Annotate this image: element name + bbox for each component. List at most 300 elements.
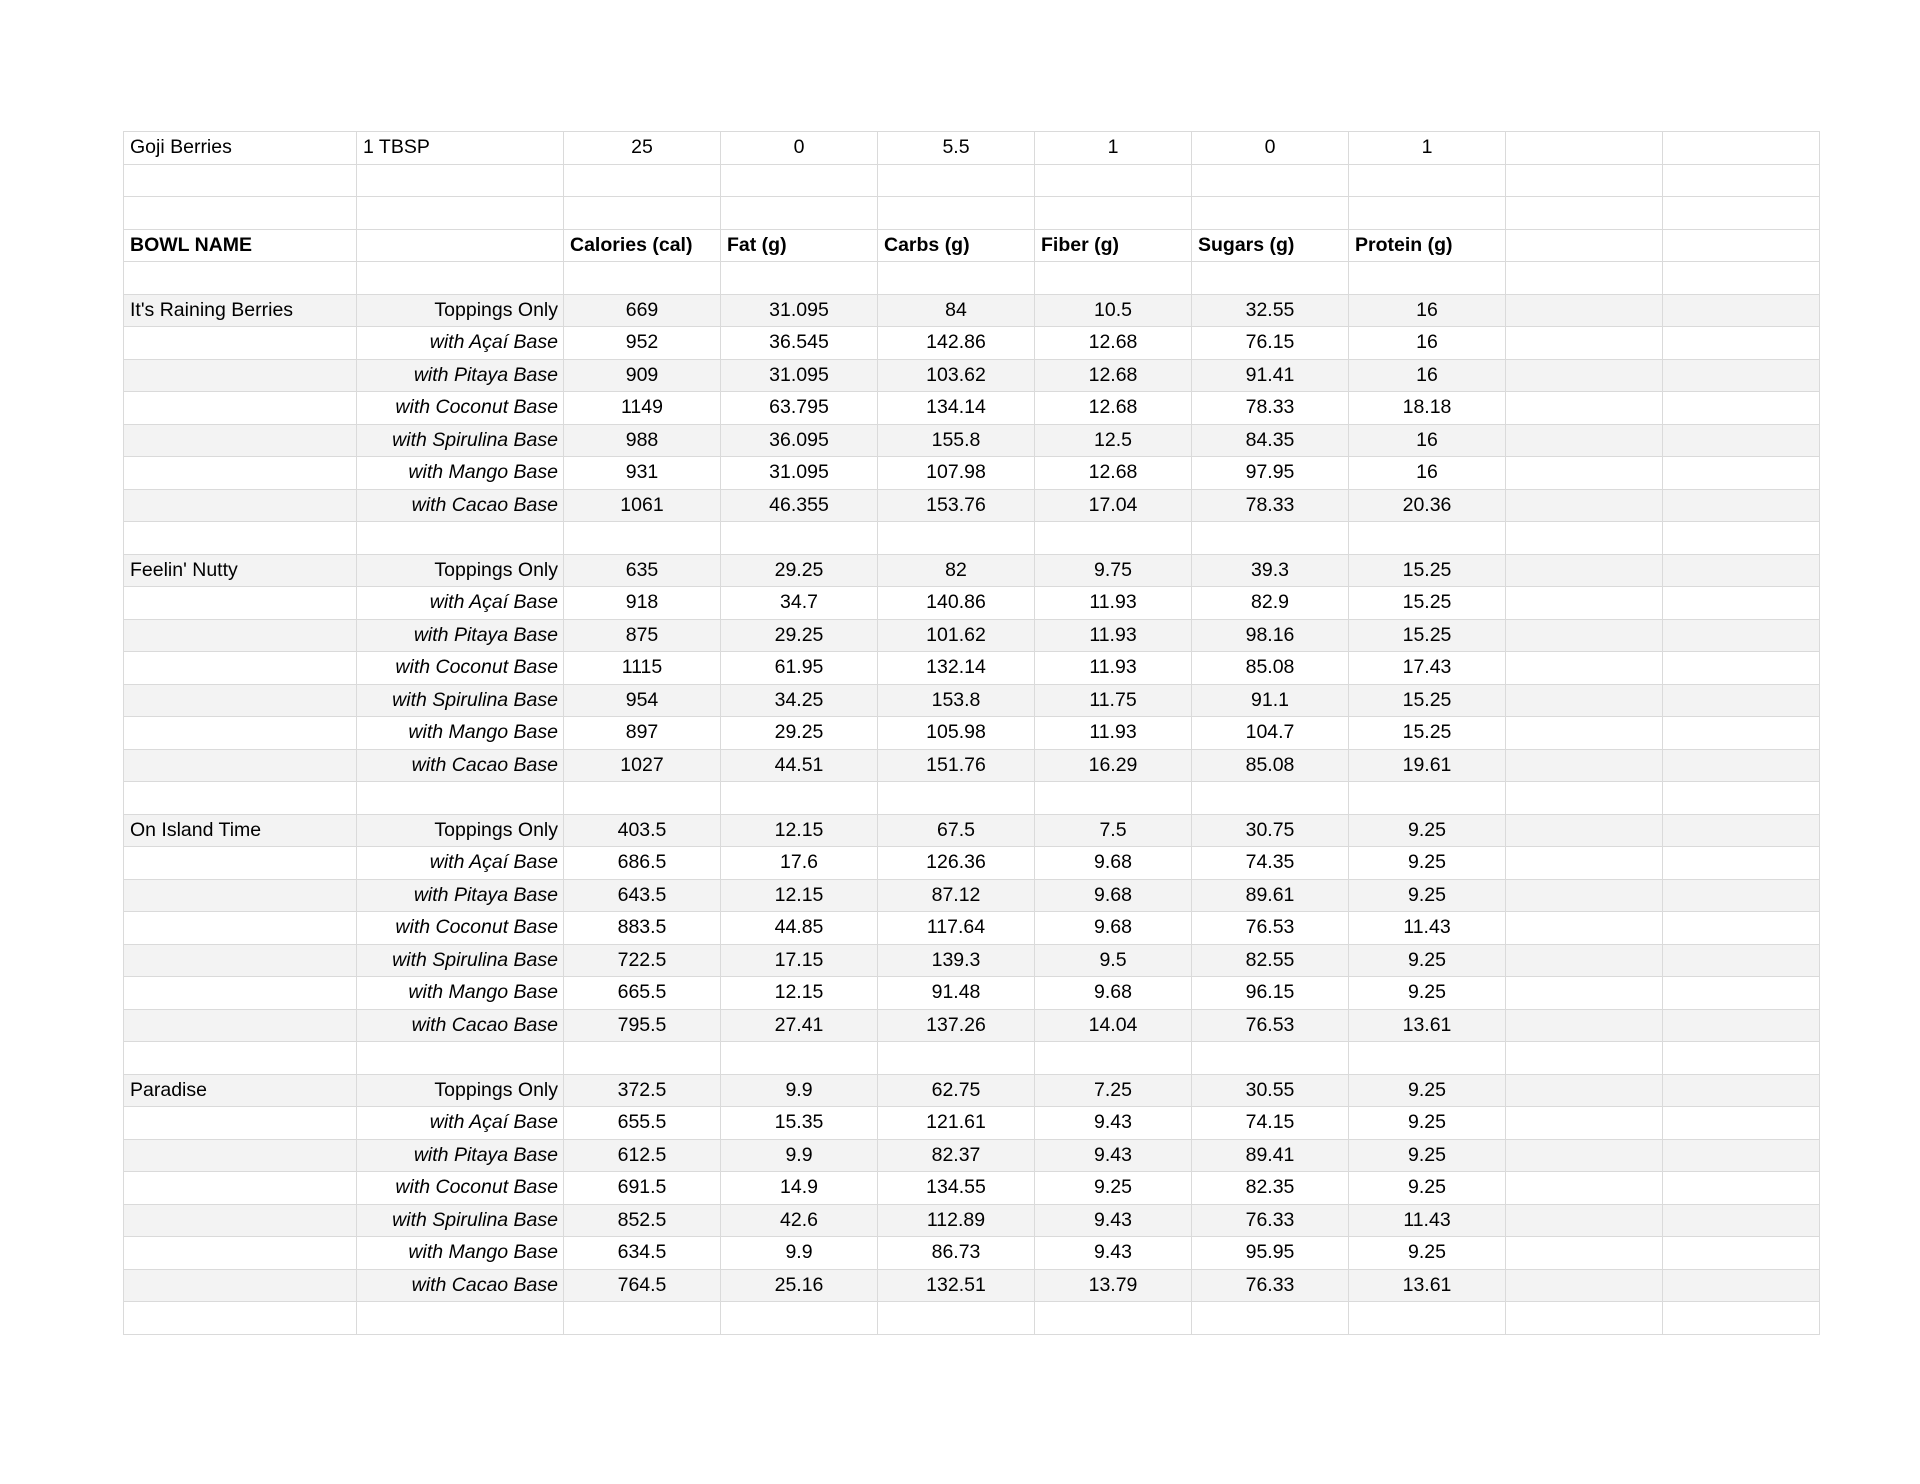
value-cell[interactable]: 84.35	[1192, 424, 1349, 457]
value-cell[interactable]: 11.93	[1035, 587, 1192, 620]
header-bowl-name[interactable]: BOWL NAME	[124, 229, 357, 262]
empty-cell[interactable]	[124, 587, 357, 620]
empty-cell[interactable]	[878, 197, 1035, 230]
empty-cell[interactable]	[124, 424, 357, 457]
empty-cell[interactable]	[1192, 1042, 1349, 1075]
empty-cell[interactable]	[357, 1302, 564, 1335]
value-cell[interactable]: 30.75	[1192, 814, 1349, 847]
value-cell[interactable]: 27.41	[721, 1009, 878, 1042]
value-cell[interactable]: 12.68	[1035, 457, 1192, 490]
empty-cell[interactable]	[1506, 1042, 1663, 1075]
value-cell[interactable]: 12.68	[1035, 359, 1192, 392]
empty-cell[interactable]	[878, 522, 1035, 555]
empty-cell[interactable]	[1506, 132, 1663, 165]
empty-cell[interactable]	[1663, 814, 1820, 847]
bowl-name-cell[interactable]: Paradise	[124, 1074, 357, 1107]
empty-cell[interactable]	[1663, 587, 1820, 620]
empty-cell[interactable]	[1035, 1302, 1192, 1335]
empty-cell[interactable]	[1663, 1074, 1820, 1107]
base-label-cell[interactable]: with Coconut Base	[357, 652, 564, 685]
value-cell[interactable]: 17.6	[721, 847, 878, 880]
empty-cell[interactable]	[721, 1042, 878, 1075]
empty-cell[interactable]	[1506, 457, 1663, 490]
base-label-cell[interactable]: with Cacao Base	[357, 1269, 564, 1302]
value-cell[interactable]: 15.25	[1349, 619, 1506, 652]
value-cell[interactable]: 669	[564, 294, 721, 327]
value-cell[interactable]: 12.15	[721, 977, 878, 1010]
empty-cell[interactable]	[1035, 164, 1192, 197]
empty-cell[interactable]	[1349, 197, 1506, 230]
empty-cell[interactable]	[1506, 554, 1663, 587]
empty-cell[interactable]	[1663, 554, 1820, 587]
value-cell[interactable]: 9.75	[1035, 554, 1192, 587]
value-cell[interactable]: 9.25	[1349, 1074, 1506, 1107]
value-cell[interactable]: 31.095	[721, 359, 878, 392]
value-cell[interactable]: 44.85	[721, 912, 878, 945]
bowl-name-cell[interactable]: It's Raining Berries	[124, 294, 357, 327]
base-label-cell[interactable]: with Mango Base	[357, 977, 564, 1010]
empty-cell[interactable]	[1192, 262, 1349, 295]
value-cell[interactable]: 103.62	[878, 359, 1035, 392]
empty-cell[interactable]	[124, 652, 357, 685]
value-cell[interactable]: 76.33	[1192, 1269, 1349, 1302]
value-cell[interactable]: 29.25	[721, 619, 878, 652]
empty-cell[interactable]	[1506, 522, 1663, 555]
value-cell[interactable]: 62.75	[878, 1074, 1035, 1107]
empty-cell[interactable]	[878, 262, 1035, 295]
value-cell[interactable]: 95.95	[1192, 1237, 1349, 1270]
empty-cell[interactable]	[1663, 1107, 1820, 1140]
empty-cell[interactable]	[1506, 1009, 1663, 1042]
empty-cell[interactable]	[1349, 782, 1506, 815]
empty-cell[interactable]	[124, 262, 357, 295]
empty-cell[interactable]	[124, 1237, 357, 1270]
value-cell[interactable]: 84	[878, 294, 1035, 327]
value-cell[interactable]: 1149	[564, 392, 721, 425]
value-cell[interactable]: 76.53	[1192, 1009, 1349, 1042]
value-cell[interactable]: 691.5	[564, 1172, 721, 1205]
value-cell[interactable]: 46.355	[721, 489, 878, 522]
empty-cell[interactable]	[1506, 879, 1663, 912]
empty-cell[interactable]	[357, 782, 564, 815]
empty-cell[interactable]	[564, 522, 721, 555]
empty-cell[interactable]	[124, 847, 357, 880]
value-cell[interactable]: 153.8	[878, 684, 1035, 717]
empty-cell[interactable]	[357, 262, 564, 295]
empty-cell[interactable]	[1663, 262, 1820, 295]
empty-cell[interactable]	[1663, 944, 1820, 977]
base-label-cell[interactable]: with Pitaya Base	[357, 1139, 564, 1172]
value-cell[interactable]: 11.43	[1349, 912, 1506, 945]
base-label-cell[interactable]: with Coconut Base	[357, 912, 564, 945]
empty-cell[interactable]	[1506, 197, 1663, 230]
base-label-cell[interactable]: with Açaí Base	[357, 327, 564, 360]
value-cell[interactable]: 42.6	[721, 1204, 878, 1237]
empty-cell[interactable]	[124, 457, 357, 490]
value-cell[interactable]: 82.9	[1192, 587, 1349, 620]
empty-cell[interactable]	[1663, 1009, 1820, 1042]
value-cell[interactable]: 13.61	[1349, 1269, 1506, 1302]
value-cell[interactable]: 11.93	[1035, 652, 1192, 685]
base-label-cell[interactable]: with Spirulina Base	[357, 1204, 564, 1237]
value-cell[interactable]: 9.9	[721, 1074, 878, 1107]
value-cell[interactable]: 5.5	[878, 132, 1035, 165]
value-cell[interactable]: 665.5	[564, 977, 721, 1010]
base-label-cell[interactable]: with Spirulina Base	[357, 684, 564, 717]
base-label-cell[interactable]: with Pitaya Base	[357, 879, 564, 912]
value-cell[interactable]: 96.15	[1192, 977, 1349, 1010]
value-cell[interactable]: 155.8	[878, 424, 1035, 457]
value-cell[interactable]: 764.5	[564, 1269, 721, 1302]
value-cell[interactable]: 107.98	[878, 457, 1035, 490]
value-cell[interactable]: 9.68	[1035, 912, 1192, 945]
value-cell[interactable]: 9.25	[1349, 814, 1506, 847]
value-cell[interactable]: 1027	[564, 749, 721, 782]
value-cell[interactable]: 142.86	[878, 327, 1035, 360]
empty-cell[interactable]	[1349, 1042, 1506, 1075]
empty-cell[interactable]	[1663, 489, 1820, 522]
value-cell[interactable]: 19.61	[1349, 749, 1506, 782]
empty-cell[interactable]	[1349, 522, 1506, 555]
empty-cell[interactable]	[1663, 1204, 1820, 1237]
column-header[interactable]: Protein (g)	[1349, 229, 1506, 262]
empty-cell[interactable]	[124, 717, 357, 750]
value-cell[interactable]: 17.15	[721, 944, 878, 977]
empty-cell[interactable]	[721, 164, 878, 197]
empty-cell[interactable]	[1663, 977, 1820, 1010]
value-cell[interactable]: 15.25	[1349, 554, 1506, 587]
empty-cell[interactable]	[1663, 1172, 1820, 1205]
value-cell[interactable]: 1	[1035, 132, 1192, 165]
empty-cell[interactable]	[1506, 1269, 1663, 1302]
base-label-cell[interactable]: Toppings Only	[357, 294, 564, 327]
value-cell[interactable]: 89.61	[1192, 879, 1349, 912]
empty-cell[interactable]	[1035, 522, 1192, 555]
value-cell[interactable]: 82	[878, 554, 1035, 587]
base-label-cell[interactable]: with Spirulina Base	[357, 424, 564, 457]
empty-cell[interactable]	[1506, 392, 1663, 425]
empty-cell[interactable]	[1506, 912, 1663, 945]
value-cell[interactable]: 403.5	[564, 814, 721, 847]
value-cell[interactable]: 883.5	[564, 912, 721, 945]
base-label-cell[interactable]: with Pitaya Base	[357, 619, 564, 652]
value-cell[interactable]: 9.25	[1349, 1172, 1506, 1205]
empty-cell[interactable]	[124, 1302, 357, 1335]
value-cell[interactable]: 14.04	[1035, 1009, 1192, 1042]
value-cell[interactable]: 9.25	[1349, 1107, 1506, 1140]
value-cell[interactable]: 101.62	[878, 619, 1035, 652]
value-cell[interactable]: 67.5	[878, 814, 1035, 847]
empty-cell[interactable]	[721, 522, 878, 555]
value-cell[interactable]: 82.35	[1192, 1172, 1349, 1205]
value-cell[interactable]: 11.43	[1349, 1204, 1506, 1237]
empty-cell[interactable]	[1663, 847, 1820, 880]
empty-cell[interactable]	[357, 197, 564, 230]
empty-cell[interactable]	[1506, 1107, 1663, 1140]
empty-cell[interactable]	[1663, 717, 1820, 750]
value-cell[interactable]: 9.43	[1035, 1204, 1192, 1237]
value-cell[interactable]: 44.51	[721, 749, 878, 782]
value-cell[interactable]: 17.04	[1035, 489, 1192, 522]
value-cell[interactable]: 9.9	[721, 1237, 878, 1270]
empty-cell[interactable]	[1035, 262, 1192, 295]
base-label-cell[interactable]: with Mango Base	[357, 457, 564, 490]
empty-cell[interactable]	[124, 522, 357, 555]
value-cell[interactable]: 139.3	[878, 944, 1035, 977]
empty-cell[interactable]	[1663, 132, 1820, 165]
value-cell[interactable]: 852.5	[564, 1204, 721, 1237]
value-cell[interactable]: 1	[1349, 132, 1506, 165]
value-cell[interactable]: 85.08	[1192, 652, 1349, 685]
value-cell[interactable]: 32.55	[1192, 294, 1349, 327]
bowl-name-cell[interactable]: On Island Time	[124, 814, 357, 847]
empty-cell[interactable]	[1035, 782, 1192, 815]
value-cell[interactable]: 16	[1349, 457, 1506, 490]
empty-cell[interactable]	[124, 359, 357, 392]
column-header[interactable]: Sugars (g)	[1192, 229, 1349, 262]
empty-cell[interactable]	[1506, 652, 1663, 685]
empty-cell[interactable]	[1663, 1139, 1820, 1172]
base-label-cell[interactable]: with Cacao Base	[357, 489, 564, 522]
value-cell[interactable]: 76.53	[1192, 912, 1349, 945]
value-cell[interactable]: 34.25	[721, 684, 878, 717]
empty-cell[interactable]	[1663, 684, 1820, 717]
empty-cell[interactable]	[1035, 1042, 1192, 1075]
value-cell[interactable]: 12.15	[721, 814, 878, 847]
value-cell[interactable]: 875	[564, 619, 721, 652]
empty-cell[interactable]	[564, 1042, 721, 1075]
value-cell[interactable]: 954	[564, 684, 721, 717]
base-label-cell[interactable]: with Cacao Base	[357, 749, 564, 782]
value-cell[interactable]: 87.12	[878, 879, 1035, 912]
empty-cell[interactable]	[1192, 197, 1349, 230]
empty-cell[interactable]	[1192, 1302, 1349, 1335]
value-cell[interactable]: 9.25	[1349, 1139, 1506, 1172]
value-cell[interactable]: 9.68	[1035, 847, 1192, 880]
value-cell[interactable]: 98.16	[1192, 619, 1349, 652]
empty-cell[interactable]	[878, 164, 1035, 197]
base-label-cell[interactable]: with Mango Base	[357, 717, 564, 750]
bowl-name-cell[interactable]: Feelin' Nutty	[124, 554, 357, 587]
empty-cell[interactable]	[124, 1009, 357, 1042]
empty-cell[interactable]	[1192, 782, 1349, 815]
value-cell[interactable]: 9.5	[1035, 944, 1192, 977]
value-cell[interactable]: 137.26	[878, 1009, 1035, 1042]
empty-cell[interactable]	[1663, 522, 1820, 555]
value-cell[interactable]: 31.095	[721, 294, 878, 327]
empty-cell[interactable]	[1663, 1269, 1820, 1302]
empty-cell[interactable]	[357, 522, 564, 555]
value-cell[interactable]: 12.68	[1035, 327, 1192, 360]
empty-cell[interactable]	[1506, 1204, 1663, 1237]
empty-cell[interactable]	[1506, 424, 1663, 457]
value-cell[interactable]: 134.14	[878, 392, 1035, 425]
value-cell[interactable]: 11.75	[1035, 684, 1192, 717]
value-cell[interactable]: 988	[564, 424, 721, 457]
empty-cell[interactable]	[1506, 1302, 1663, 1335]
value-cell[interactable]: 17.43	[1349, 652, 1506, 685]
value-cell[interactable]: 11.93	[1035, 717, 1192, 750]
value-cell[interactable]: 29.25	[721, 554, 878, 587]
value-cell[interactable]: 25	[564, 132, 721, 165]
empty-cell[interactable]	[1506, 587, 1663, 620]
value-cell[interactable]: 31.095	[721, 457, 878, 490]
value-cell[interactable]: 12.15	[721, 879, 878, 912]
value-cell[interactable]: 16	[1349, 294, 1506, 327]
value-cell[interactable]: 14.9	[721, 1172, 878, 1205]
empty-cell[interactable]	[124, 197, 357, 230]
value-cell[interactable]: 9.25	[1035, 1172, 1192, 1205]
base-label-cell[interactable]: Toppings Only	[357, 814, 564, 847]
item-name-cell[interactable]: Goji Berries	[124, 132, 357, 165]
empty-cell[interactable]	[124, 749, 357, 782]
empty-cell[interactable]	[564, 164, 721, 197]
empty-cell[interactable]	[124, 684, 357, 717]
empty-cell[interactable]	[1506, 977, 1663, 1010]
value-cell[interactable]: 30.55	[1192, 1074, 1349, 1107]
empty-cell[interactable]	[1663, 327, 1820, 360]
value-cell[interactable]: 153.76	[878, 489, 1035, 522]
empty-cell[interactable]	[1663, 749, 1820, 782]
value-cell[interactable]: 85.08	[1192, 749, 1349, 782]
value-cell[interactable]: 15.25	[1349, 587, 1506, 620]
value-cell[interactable]: 686.5	[564, 847, 721, 880]
column-header[interactable]: Fiber (g)	[1035, 229, 1192, 262]
value-cell[interactable]: 16	[1349, 327, 1506, 360]
empty-cell[interactable]	[1035, 197, 1192, 230]
base-label-cell[interactable]: with Açaí Base	[357, 1107, 564, 1140]
empty-cell[interactable]	[124, 392, 357, 425]
value-cell[interactable]: 16	[1349, 359, 1506, 392]
column-header[interactable]: Carbs (g)	[878, 229, 1035, 262]
column-header[interactable]: Fat (g)	[721, 229, 878, 262]
empty-cell[interactable]	[1506, 717, 1663, 750]
empty-cell[interactable]	[124, 489, 357, 522]
empty-cell[interactable]	[1663, 1237, 1820, 1270]
base-label-cell[interactable]: with Açaí Base	[357, 587, 564, 620]
value-cell[interactable]: 13.79	[1035, 1269, 1192, 1302]
empty-cell[interactable]	[564, 782, 721, 815]
value-cell[interactable]: 34.7	[721, 587, 878, 620]
empty-cell[interactable]	[1506, 944, 1663, 977]
empty-cell[interactable]	[124, 1269, 357, 1302]
base-label-cell[interactable]: with Cacao Base	[357, 1009, 564, 1042]
value-cell[interactable]: 795.5	[564, 1009, 721, 1042]
empty-cell[interactable]	[124, 944, 357, 977]
empty-cell[interactable]	[1506, 619, 1663, 652]
value-cell[interactable]: 132.14	[878, 652, 1035, 685]
empty-cell[interactable]	[1506, 1172, 1663, 1205]
empty-cell[interactable]	[878, 1302, 1035, 1335]
value-cell[interactable]: 36.095	[721, 424, 878, 457]
value-cell[interactable]: 13.61	[1349, 1009, 1506, 1042]
empty-cell[interactable]	[124, 1042, 357, 1075]
empty-cell[interactable]	[124, 912, 357, 945]
value-cell[interactable]: 12.68	[1035, 392, 1192, 425]
empty-cell[interactable]	[1663, 619, 1820, 652]
value-cell[interactable]: 18.18	[1349, 392, 1506, 425]
empty-cell[interactable]	[564, 197, 721, 230]
value-cell[interactable]: 634.5	[564, 1237, 721, 1270]
empty-cell[interactable]	[1506, 489, 1663, 522]
value-cell[interactable]: 132.51	[878, 1269, 1035, 1302]
value-cell[interactable]: 20.36	[1349, 489, 1506, 522]
value-cell[interactable]: 372.5	[564, 1074, 721, 1107]
empty-cell[interactable]	[124, 782, 357, 815]
value-cell[interactable]: 82.37	[878, 1139, 1035, 1172]
base-label-cell[interactable]: with Mango Base	[357, 1237, 564, 1270]
empty-cell[interactable]	[1663, 879, 1820, 912]
empty-cell[interactable]	[1506, 262, 1663, 295]
empty-cell[interactable]	[124, 1172, 357, 1205]
value-cell[interactable]: 7.5	[1035, 814, 1192, 847]
value-cell[interactable]: 76.33	[1192, 1204, 1349, 1237]
empty-cell[interactable]	[878, 1042, 1035, 1075]
value-cell[interactable]: 9.25	[1349, 1237, 1506, 1270]
empty-cell[interactable]	[1506, 1074, 1663, 1107]
value-cell[interactable]: 897	[564, 717, 721, 750]
value-cell[interactable]: 918	[564, 587, 721, 620]
empty-cell[interactable]	[1663, 424, 1820, 457]
value-cell[interactable]: 9.43	[1035, 1107, 1192, 1140]
empty-cell[interactable]	[124, 164, 357, 197]
value-cell[interactable]: 9.25	[1349, 847, 1506, 880]
value-cell[interactable]: 74.15	[1192, 1107, 1349, 1140]
value-cell[interactable]: 91.48	[878, 977, 1035, 1010]
value-cell[interactable]: 15.25	[1349, 717, 1506, 750]
value-cell[interactable]: 117.64	[878, 912, 1035, 945]
empty-cell[interactable]	[1663, 652, 1820, 685]
value-cell[interactable]: 15.35	[721, 1107, 878, 1140]
value-cell[interactable]: 9.25	[1349, 977, 1506, 1010]
value-cell[interactable]: 9.25	[1349, 944, 1506, 977]
value-cell[interactable]: 612.5	[564, 1139, 721, 1172]
empty-cell[interactable]	[124, 879, 357, 912]
empty-cell[interactable]	[1663, 782, 1820, 815]
empty-cell[interactable]	[1506, 229, 1663, 262]
empty-cell[interactable]	[1506, 327, 1663, 360]
value-cell[interactable]: 16.29	[1035, 749, 1192, 782]
value-cell[interactable]: 0	[721, 132, 878, 165]
base-label-cell[interactable]: with Spirulina Base	[357, 944, 564, 977]
empty-cell[interactable]	[1192, 164, 1349, 197]
empty-cell[interactable]	[1506, 749, 1663, 782]
empty-cell[interactable]	[1663, 294, 1820, 327]
value-cell[interactable]: 16	[1349, 424, 1506, 457]
value-cell[interactable]: 121.61	[878, 1107, 1035, 1140]
empty-cell[interactable]	[1349, 164, 1506, 197]
value-cell[interactable]: 86.73	[878, 1237, 1035, 1270]
value-cell[interactable]: 952	[564, 327, 721, 360]
serving-cell[interactable]: 1 TBSP	[357, 132, 564, 165]
empty-cell[interactable]	[1663, 912, 1820, 945]
empty-cell[interactable]	[564, 262, 721, 295]
base-label-cell[interactable]: Toppings Only	[357, 554, 564, 587]
value-cell[interactable]: 89.41	[1192, 1139, 1349, 1172]
value-cell[interactable]: 61.95	[721, 652, 878, 685]
value-cell[interactable]: 126.36	[878, 847, 1035, 880]
value-cell[interactable]: 0	[1192, 132, 1349, 165]
value-cell[interactable]: 12.5	[1035, 424, 1192, 457]
value-cell[interactable]: 9.25	[1349, 879, 1506, 912]
empty-cell[interactable]	[1663, 359, 1820, 392]
value-cell[interactable]: 39.3	[1192, 554, 1349, 587]
value-cell[interactable]: 97.95	[1192, 457, 1349, 490]
empty-cell[interactable]	[124, 1204, 357, 1237]
value-cell[interactable]: 25.16	[721, 1269, 878, 1302]
empty-cell[interactable]	[1506, 359, 1663, 392]
empty-cell[interactable]	[124, 1139, 357, 1172]
